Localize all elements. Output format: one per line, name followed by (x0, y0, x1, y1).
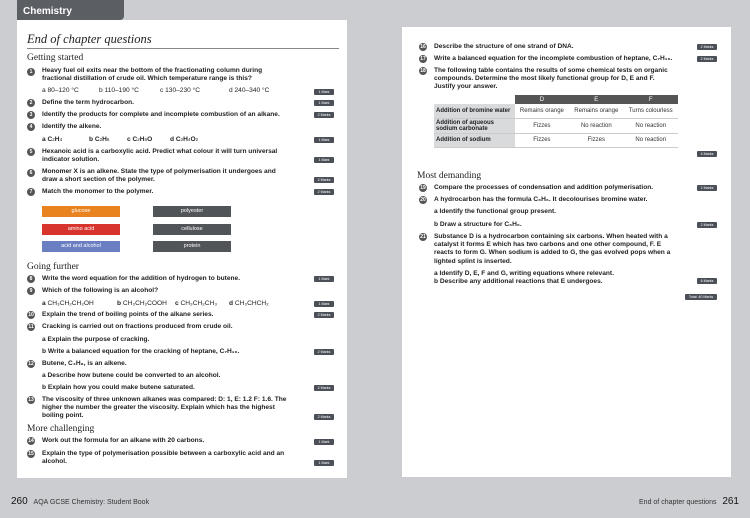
question-number: 8 (27, 275, 35, 283)
table-row (434, 104, 678, 118)
option-c: c CH₃CH₂CH₃ (175, 300, 218, 307)
monomer-chip[interactable]: amino acid (42, 224, 120, 235)
footer-left (11, 496, 149, 507)
option: b 110–190 °C (99, 87, 139, 94)
column-header: F (624, 95, 678, 104)
monomer-chip[interactable]: acid and alcohol (42, 241, 120, 252)
sub-question-a: a Explain the purpose of cracking. (42, 336, 150, 343)
marks-badge: 1 Mark (314, 100, 334, 106)
table-cell: Fizzes (515, 118, 569, 133)
table-row (434, 133, 678, 147)
marks-badge: 1 Mark (314, 89, 334, 95)
question-number: 14 (28, 438, 34, 444)
sub-question-b: b Draw a structure for C₆H₆. (434, 221, 522, 228)
question-text: Explain the type of polymerisation possible between a carboxylic acid and an alcohol. (42, 450, 285, 466)
column-header: E (569, 95, 623, 104)
marks-badge: 1 Mark (314, 276, 334, 282)
option-a: a C2H4 (42, 136, 63, 143)
question-number: 17 (420, 56, 426, 62)
page-number-left: 260 (11, 496, 28, 507)
polymer-chip[interactable]: protein (153, 241, 231, 252)
section-most-demanding: Most demanding (417, 171, 482, 181)
question-text: The viscosity of three unknown alkanes was compared: D: 1, E: 1.2 F: 1.6. The higher the number the greater the viscosity. Explain which has the highest boiling point. (42, 396, 287, 420)
option-b: b CH₃CH₂COOH (117, 300, 167, 307)
book-title: AQA GCSE Chemistry: Student Book (33, 499, 150, 506)
row-header: Addition of sodium (434, 133, 515, 147)
question-number: 11 (28, 324, 34, 330)
question-number: 5 (27, 148, 35, 156)
option-d: d C2H4O2 (170, 136, 199, 143)
option: c 130–230 °C (160, 87, 201, 94)
column-header: D (515, 95, 569, 104)
question-number: 7 (27, 188, 35, 196)
question-text: Identify the alkene. (42, 123, 102, 130)
marks-badge: 1 Mark (314, 301, 334, 307)
question-number: 21 (420, 234, 426, 240)
title-rule (27, 48, 339, 49)
question-number: 13 (28, 397, 34, 403)
running-footer: End of chapter questions (639, 499, 717, 506)
table-cell: No reaction (624, 133, 678, 147)
polymer-chip[interactable]: polyester (153, 206, 231, 217)
marks-badge: 2 Marks (697, 222, 717, 228)
sub-question-b: b Explain how you could make butene saturated. (42, 384, 195, 391)
marks-badge: 2 Marks (314, 385, 334, 391)
left-page (17, 20, 347, 478)
question-text: Explain the trend of boiling points of the alkane series. (42, 311, 214, 318)
question-number: 12 (28, 361, 34, 367)
section-getting-started: Getting started (27, 53, 84, 63)
marks-badge: 1 Mark (314, 157, 334, 163)
table-corner (434, 95, 515, 104)
question-text: Match the monomer to the polymer. (42, 188, 154, 195)
marks-badge: 1 Mark (314, 439, 334, 445)
marks-badge: 1 Mark (314, 460, 334, 466)
right-page (402, 27, 731, 477)
table-cell: Turns colourless (624, 104, 678, 118)
question-number: 1 (27, 68, 35, 76)
question-text: Which of the following is an alcohol? (42, 287, 159, 294)
question-number: 20 (420, 197, 426, 203)
question-text: Substance D is a hydrocarbon containing six carbons. When heated with a catalyst it forms E which has two carbons and one other compound, F. E reacts to form G. When sodium is added to G, the gas evolved pops when a lighted splint is inserted. (434, 233, 671, 265)
table-row (434, 118, 678, 133)
question-text: Identify the products for complete and incomplete combustion of an alkane. (42, 111, 280, 118)
table-cell: Remains orange (569, 104, 623, 118)
question-text: Butene, C₄H₈, is an alkene. (42, 360, 127, 367)
question-number: 4 (27, 123, 35, 131)
sub-question-a: a Identify D, E, F and G, writing equations where relevant. (434, 270, 614, 277)
sub-question-a: a Describe how butene could be converted to an alcohol. (42, 372, 221, 379)
marks-badge: 1 Mark (314, 137, 334, 143)
question-text: Define the term hydrocarbon. (42, 99, 134, 106)
row-header: Addition of bromine water (434, 104, 515, 118)
table-header-row (434, 95, 678, 104)
marks-badge: 4 Marks (697, 151, 717, 157)
page-title: End of chapter questions (27, 32, 152, 46)
question-text: The following table contains the results of some chemical tests on organic compounds. Determine the most likely functional group for D, E and F. Justify your answer. (434, 67, 668, 91)
question-text: A hydrocarbon has the formula C₆H₆. It decolourises bromine water. (434, 196, 648, 203)
section-more-challenging: More challenging (27, 424, 95, 434)
chapter-tab: Chemistry (17, 0, 124, 20)
marks-badge: 2 Marks (314, 414, 334, 420)
question-number: 18 (420, 68, 426, 74)
question-number: 15 (28, 451, 34, 457)
monomer-chip[interactable]: glucose (42, 206, 120, 217)
total-marks-badge: Total: 40 Marks (685, 294, 717, 300)
question-number: 10 (28, 312, 34, 318)
question-text: Write a balanced equation for the incomplete combustion of heptane, C₇H₁₆. (434, 55, 673, 62)
option: a 80–120 °C (42, 87, 79, 94)
sub-question-b: b Write a balanced equation for the cracking of heptane, C₇H₁₆. (42, 348, 240, 355)
marks-badge: 6 Marks (697, 278, 717, 284)
question-text: Hexanoic acid is a carboxylic acid. Predict what colour it will turn universal indicator solution. (42, 148, 278, 164)
question-text: Cracking is carried out on fractions produced from crude oil. (42, 323, 233, 330)
polymer-chip[interactable]: cellulose (153, 224, 231, 235)
question-text: Monomer X is an alkene. State the type of polymerisation it undergoes and draw a short section of the polymer. (42, 168, 276, 184)
marks-badge: 2 Marks (697, 56, 717, 62)
table-cell: Fizzes (515, 133, 569, 147)
footer-right (639, 496, 739, 507)
question-number: 3 (27, 111, 35, 119)
question-text: Compare the processes of condensation and addition polymerisation. (434, 184, 654, 191)
marks-badge: 2 Marks (314, 312, 334, 318)
option-b: b C2H6 (89, 136, 110, 143)
table-cell: No reaction (569, 118, 623, 133)
marks-badge: 2 Marks (314, 189, 334, 195)
question-number: 9 (27, 287, 35, 295)
question-number: 16 (420, 44, 426, 50)
table-cell: Remains orange (515, 104, 569, 118)
marks-badge: 2 Marks (314, 177, 334, 183)
marks-badge: 2 Marks (697, 44, 717, 50)
question-number: 6 (27, 169, 35, 177)
table-cell: Fizzes (569, 133, 623, 147)
option-d: d CH₃CHCH₂ (229, 300, 269, 307)
question-text: Write the word equation for the addition of hydrogen to butene. (42, 275, 241, 282)
results-table (434, 95, 678, 148)
question-text: Heavy fuel oil exits near the bottom of the fractionating column during fractional distillation of crude oil. Which temperature range is this? (42, 67, 263, 83)
option-c: c C2H6O (127, 136, 153, 143)
question-number: 19 (420, 185, 426, 191)
marks-badge: 2 Marks (314, 349, 334, 355)
row-header: Addition of aqueous sodium carbonate (434, 118, 515, 133)
question-text: Describe the structure of one strand of DNA. (434, 43, 574, 50)
marks-badge: 2 Marks (697, 185, 717, 191)
table-cell: No reaction (624, 118, 678, 133)
option: d 240–340 °C (229, 87, 270, 94)
question-text: Work out the formula for an alkane with 20 carbons. (42, 437, 205, 444)
section-going-further: Going further (27, 262, 79, 272)
marks-badge: 2 Marks (314, 112, 334, 118)
option-a: a CH₃CH₂CH₂OH (42, 300, 94, 307)
question-number: 2 (27, 99, 35, 107)
page-number-right: 261 (722, 496, 739, 507)
sub-question-a: a Identify the functional group present. (434, 208, 557, 215)
sub-question-b: b Describe any additional reactions that E undergoes. (434, 278, 603, 285)
